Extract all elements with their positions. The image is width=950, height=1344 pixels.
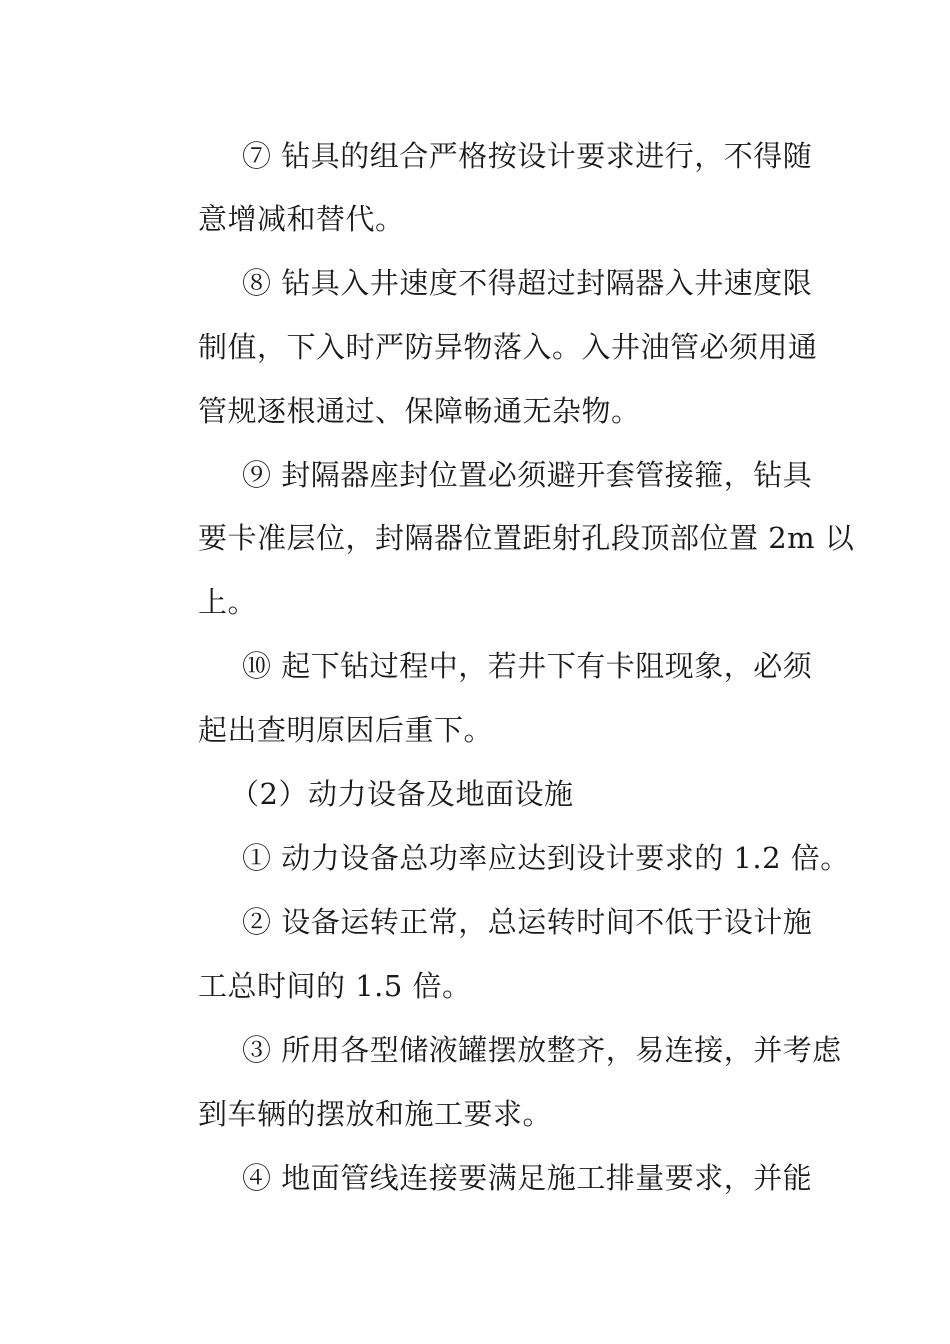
paragraph-item-9-line-1: ⑨ 封隔器座封位置必须避开套管接箍，钻具 [242,458,813,492]
paragraph-item-7-line-2: 意增减和替代。 [198,202,405,236]
paragraph-item-3-line-1: ③ 所用各型储液罐摆放整齐，易连接，并考虑 [242,1033,842,1067]
paragraph-item-3-line-2: 到车辆的摆放和施工要求。 [198,1097,553,1131]
paragraph-item-10-line-2: 起出查明原因后重下。 [198,713,494,747]
paragraph-item-8-line-2: 制值，下入时严防异物落入。入井油管必须用通 [198,330,818,364]
section-heading: （2）动力设备及地面设施 [230,777,574,811]
paragraph-item-2-line-2: 工总时间的 1.5 倍。 [198,969,472,1003]
paragraph-item-7-line-1: ⑦ 钻具的组合严格按设计要求进行，不得随 [242,139,813,173]
paragraph-item-1: ① 动力设备总功率应达到设计要求的 1.2 倍。 [242,841,850,875]
paragraph-item-9-line-3: 上。 [198,585,258,619]
paragraph-item-10-line-1: ⑩ 起下钻过程中，若井下有卡阻现象，必须 [242,649,813,683]
paragraph-item-4-line-1: ④ 地面管线连接要满足施工排量要求，并能 [242,1161,813,1195]
paragraph-item-2-line-1: ② 设备运转正常，总运转时间不低于设计施 [242,905,813,939]
paragraph-item-9-line-2: 要卡准层位，封隔器位置距射孔段顶部位置 2m 以 [198,521,855,555]
paragraph-item-8-line-1: ⑧ 钻具入井速度不得超过封隔器入井速度限 [242,266,813,300]
paragraph-item-8-line-3: 管规逐根通过、保障畅通无杂物。 [198,394,641,428]
